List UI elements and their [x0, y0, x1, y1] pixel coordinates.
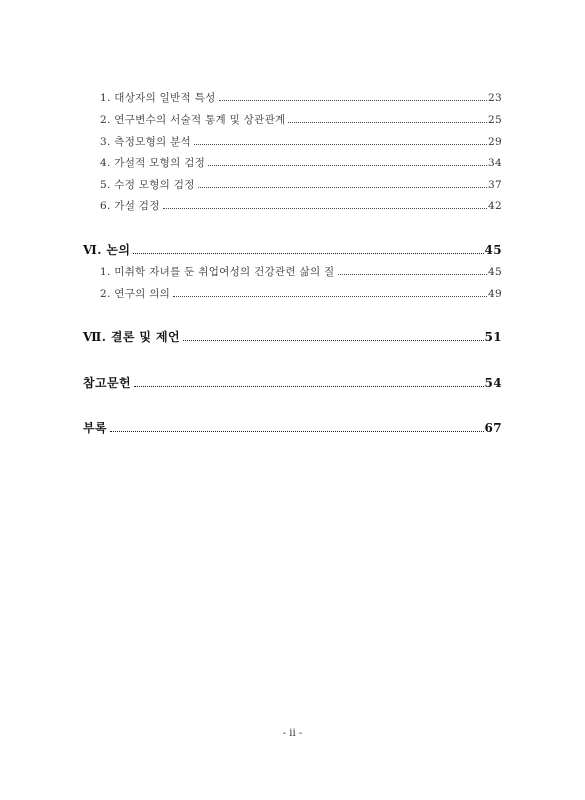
toc-chapter-vi [83, 241, 502, 258]
toc-entry-label: 4. 가설적 모형의 검정 [100, 157, 206, 169]
page-number: - ii - [282, 728, 303, 739]
toc-chapter-page: 51 [484, 330, 502, 344]
toc-entry-label: 6. 가설 검정 [100, 200, 160, 212]
toc-entry-label: 3. 측정모형의 분석 [100, 136, 191, 148]
toc-entry-label: 1. 미취학 자녀를 둔 취업여성의 건강관련 삶의 질 [100, 266, 335, 278]
toc-chapter-label: Ⅶ. 결론 및 제언 [83, 330, 180, 344]
toc-entry-page: 49 [488, 288, 502, 300]
toc-entry [100, 90, 502, 105]
toc-references-page: 54 [484, 376, 502, 390]
dot-leader [208, 165, 487, 166]
dot-leader [134, 386, 484, 387]
dot-leader [163, 208, 487, 209]
toc-references [83, 374, 502, 391]
toc-chapter-label: Ⅵ. 논의 [83, 243, 131, 257]
toc-entry [100, 198, 502, 213]
toc-entry [100, 286, 502, 301]
toc-entry [100, 155, 502, 170]
toc-entry [100, 134, 502, 149]
toc-entry-label: 1. 대상자의 일반적 특성 [100, 92, 216, 104]
toc-appendix [83, 419, 502, 436]
toc-references-label: 참고문헌 [83, 376, 131, 390]
toc-chapter-page: 45 [484, 243, 502, 257]
toc-entry [100, 112, 502, 127]
dot-leader [183, 340, 484, 341]
toc-chapter-vii [83, 328, 502, 345]
dot-leader [198, 187, 487, 188]
toc-entry [100, 264, 502, 279]
toc-entry-page: 45 [488, 266, 502, 278]
toc-entry-page: 37 [488, 179, 502, 191]
toc-entry-page: 34 [488, 157, 502, 169]
toc-entry-label: 5. 수정 모형의 검정 [100, 179, 195, 191]
toc-entry-label: 2. 연구의 의의 [100, 288, 171, 300]
toc-entry-label: 2. 연구변수의 서술적 통계 및 상관관계 [100, 114, 286, 126]
dot-leader [110, 431, 484, 432]
dot-leader [338, 274, 488, 275]
dot-leader [219, 100, 488, 101]
dot-leader [194, 144, 487, 145]
dot-leader [173, 296, 487, 297]
toc-entry-page: 29 [488, 136, 502, 148]
toc-entry-page: 23 [488, 92, 502, 104]
dot-leader [133, 253, 483, 254]
toc-entry-page: 25 [488, 114, 502, 126]
toc-entry-page: 42 [488, 200, 502, 212]
toc-entry [100, 177, 502, 192]
toc-appendix-label: 부록 [83, 421, 107, 435]
toc-appendix-page: 67 [484, 421, 502, 435]
dot-leader [288, 122, 487, 123]
